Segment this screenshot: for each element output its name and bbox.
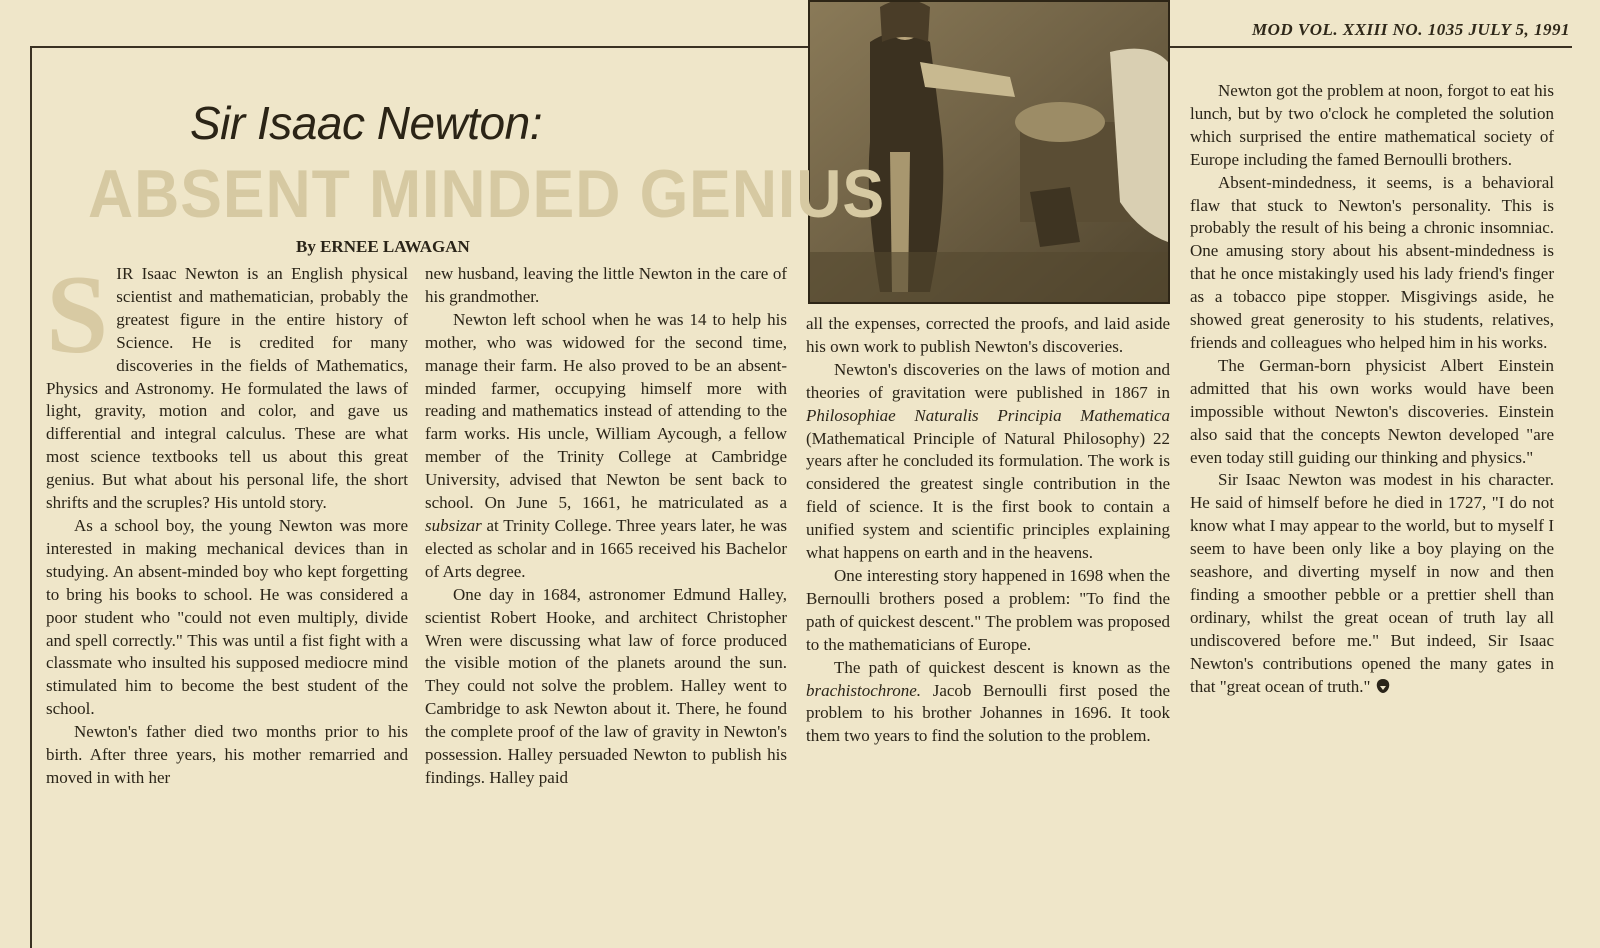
column-4 xyxy=(1190,80,1554,698)
paragraph-text: Jacob Bernoulli first posed the problem to his brother Johannes in 1696. It took them two years to find the solution to the problem. xyxy=(806,680,1170,746)
paragraph: new husband, leaving the little Newton in the care of his grandmother. xyxy=(425,264,787,306)
paragraph-text: IR Isaac Newton is an English physical scientist and mathematician, probably the greatest figure in the entire history of Science. He is credited for many discoveries in the fields of Mathematics, Physics and Astronomy. He formulated the laws of light, gravity, motion and color, and gave us differential and integral calculus. These are what most science textbooks tell us about this great genius. But what about his personal life, the short shrifts and the scruples? His untold story. xyxy=(46,264,408,513)
paragraph xyxy=(806,359,1170,565)
italic-term: Philosophiae Naturalis Principia Mathematica xyxy=(806,405,1170,425)
paragraph-text: Newton left school when he was 14 to help his mother, who was widowed for the second time, manage their farm. He also proved to be an absent-minded farmer, occupying himself more with reading and mathematics instead of attending to the farm works. His uncle, William Aycough, a fellow member of the Trinity College at Cambridge University, advised that Newton be sent back to school. On June 5, 1661, he matriculated as a xyxy=(425,309,787,513)
paragraph-text: Sir Isaac Newton was modest in his character. He said of himself before he died in 1727, "I do not know what I may appear to the world, but to myself I seem to have been only like a boy playing on the seashore, and diverting myself in now and then finding a smoother pebble or a prettier shell than ordinary, whilst the great ocean of truth lay all undiscovered before me." But indeed, Sir Isaac Newton's contributions opened the many gates in that "great ocean of truth." xyxy=(1190,470,1554,696)
paragraph: Newton's father died two months prior to his birth. After three years, his mother remarried and moved in with her xyxy=(46,722,408,787)
column-3 xyxy=(806,313,1170,748)
paragraph: One interesting story happened in 1698 when the Bernoulli brothers posed a problem: "To find the path of quickest descent." The problem was proposed to the mathematicians of Europe. xyxy=(806,565,1170,654)
drop-cap: S xyxy=(46,253,109,377)
masthead: MOD VOL. XXIII NO. 1035 JULY 5, 1991 xyxy=(1251,20,1570,39)
headline: Sir Isaac Newton: xyxy=(190,97,542,149)
subhead: ABSENT MINDED GENIUS xyxy=(88,156,885,232)
column-2 xyxy=(425,263,787,790)
end-of-article-icon xyxy=(1375,678,1391,694)
italic-term: subsizar xyxy=(425,515,482,535)
column-1 xyxy=(46,253,408,790)
paragraph xyxy=(46,253,408,515)
newton-photo xyxy=(808,0,1170,304)
paragraph: Newton got the problem at noon, forgot to eat his lunch, but by two o'clock he completed the solution which surprised the entire mathematical society of Europe including the famed Bernoulli brothers. xyxy=(1190,81,1554,169)
paragraph-text: at Trinity College. Three years later, he was elected as scholar and in 1665 received his Bachelor of Arts degree. xyxy=(425,515,788,581)
italic-term: brachistochrone. xyxy=(806,680,922,700)
paragraph: As a school boy, the young Newton was more interested in making mechanical devices than in studying. An absent-minded boy who kept forgetting to bring his books to school. He was considered a poor student who "could not even multiply, divide and spell correctly." This was until a fist fight with a classmate who insulted his supposed mediocre mind stimulated him to become the best student of the school. xyxy=(46,515,408,719)
paragraph: Absent-mindedness, it seems, is a behavioral flaw that stuck to Newton's personality. This is probably the result of his being a chronic insomniac. One amusing story about his absent-mindedness is that he once mistakingly used his lady friend's finger as a tobacco pipe stopper. Misgivings aside, he showed great generosity to his students, relatives, friends and colleagues who helped him in his works. xyxy=(1190,172,1554,352)
paragraph: all the expenses, corrected the proofs, and laid aside his own work to publish Newton's discoveries. xyxy=(806,314,1170,356)
paragraph: One day in 1684, astronomer Edmund Halley, scientist Robert Hooke, and architect Christopher Wren were discussing what law of force produced the visible motion of the planets around the sun. They could not solve the problem. Halley went to Cambridge to ask Newton about it. There, he found the complete proof of the law of gravity in Newton's possession. Halley persuaded Newton to publish his findings. Halley paid xyxy=(425,584,787,787)
paragraph xyxy=(1190,469,1554,698)
byline: By ERNEE LAWAGAN xyxy=(296,237,470,256)
paragraph-text: (Mathematical Principle of Natural Philosophy) 22 years after he concluded its formulation. The work is considered the greatest single contribution in the field of science. It is the first book to contain a unified system and scientific principles explaining what happens on earth and in the heavens. xyxy=(806,428,1170,563)
paragraph xyxy=(806,657,1170,749)
paragraph-text: Newton's discoveries on the laws of motion and theories of gravitation were published in 1867 in xyxy=(806,359,1170,402)
portrait-engraving-icon xyxy=(810,2,1168,302)
paragraph-text: The path of quickest descent is known as the xyxy=(834,657,1170,677)
paragraph xyxy=(425,309,787,584)
paragraph: The German-born physicist Albert Einstein admitted that his own works would have been impossible without Newton's discoveries. Einstein also said that the concepts Newton developed "are even today still guiding our thinking and physics." xyxy=(1190,355,1554,467)
